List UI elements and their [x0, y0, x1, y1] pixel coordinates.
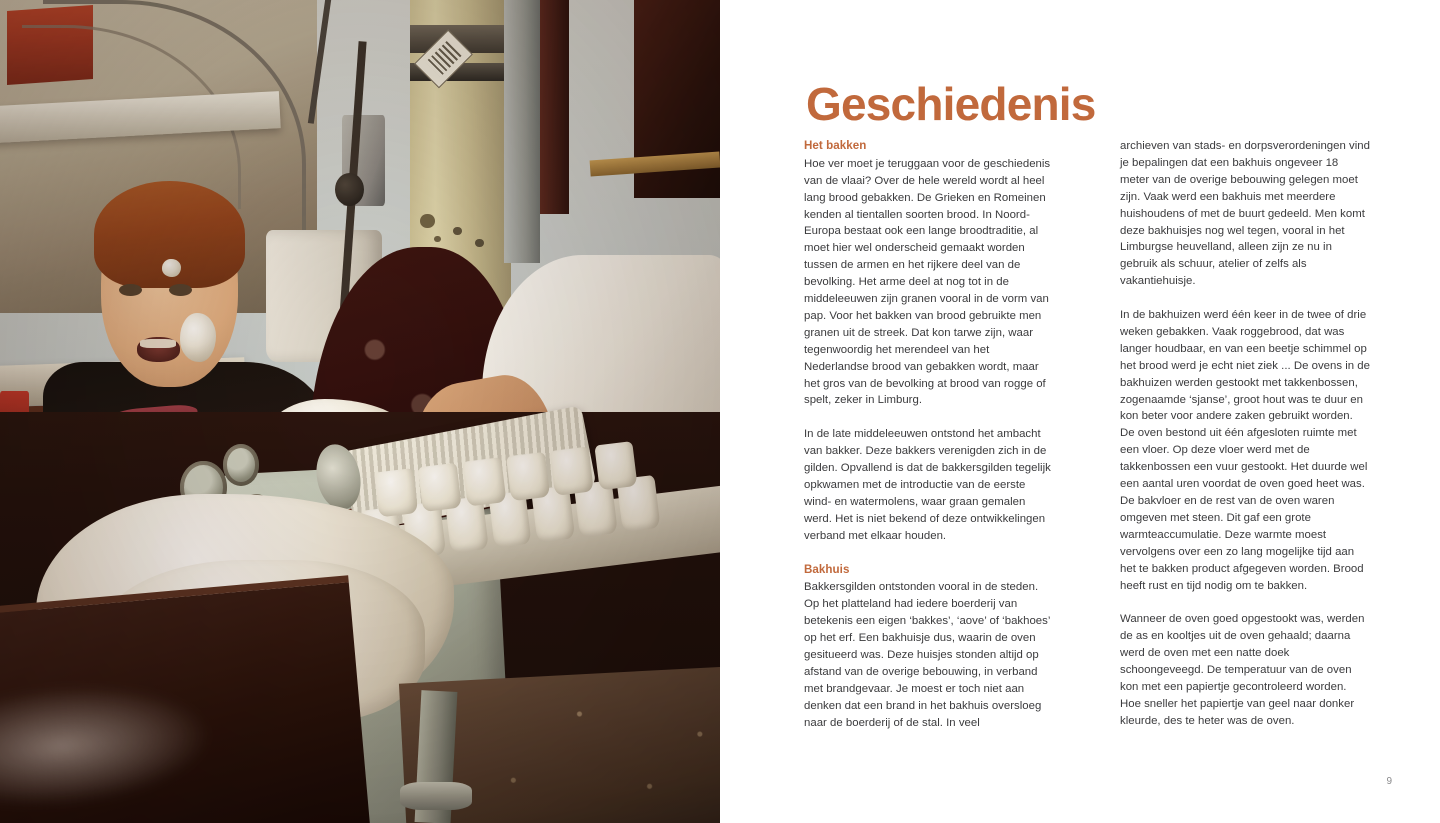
text-columns [804, 138, 1370, 731]
whipped-cream-cheek [180, 313, 216, 362]
paragraph-bakhuis-1: Bakkersgilden ontstonden vooral in de steden. Op het platteland had iedere boerderij van betekenis een eigen ‘bakkes’, ‘aove’ of ‘bakhoes’ op het erf. Een bakhuisje dus, waarin de oven gesitueerd was. Deze huisjes stonden altijd op afstand van de overige bebouwing, in verband met brandgevaar. Je moest er toch niet aan denken dat een brand in het bakhuis oversloeg naar de boerderij of de stal. In veel [804, 581, 1050, 729]
whipped-cream-nose [162, 259, 181, 277]
dough-portion [506, 452, 550, 501]
paragraph-bakhuis-continued: archieven van stads- en dorpsverordeningen vind je bepalingen dat een bakhuis ongeveer 18 meter van de overige bebouwing gelegen moet zijn. Vaak werd een bakhuis met meerdere huishoudens of met de buurt gedeeld. Men komt deze bakhuisjes nog wel tegen, vooral in het Limburgse heuvelland, alleen zijn ze nu in gebruik als schuur, atelier of zelfs als vakantiehuisje. [1120, 140, 1370, 288]
paragraph-het-bakken-2: In de late middeleeuwen ontstond het ambacht van bakker. Deze bakkers verenigden zich in de gilden. Opvallend is dat de bakkersgilden tegelijk opkwamen met de introductie van de eerste wind- en watermolens, waar graan gemalen werd. Het is niet bekend of deze ontwikkelingen verband met elkaar houden. [804, 428, 1051, 542]
paragraph-het-bakken-1: Hoe ver moet je teruggaan voor de geschiedenis van de vlaai? Over de hele wereld wordt al heel lang brood gebakken. De Grieken en Romeinen kenden al tientallen soorten brood. In Noord-Europa bestaat ook een lange broodtraditie, al moet hier wel onderscheid gemaakt worden tussen de armen en het rijkere deel van de bevolking. Het arme deel at nog tot in de middeleeuwen zijn granen vooral in de vorm van pap. Voor het bakken van brood gebruikte men granen uit de streek. Dat kon tarwe zijn, waar tegenwoordig het merendeel van het Nederlandse brood van gebakken wordt, maar het gros van de bevolking at brood van rogge of spelt, zeker in Limburg. [804, 157, 1051, 407]
dough-portion [418, 463, 462, 512]
section-heading-het-bakken: Het bakken [804, 139, 867, 152]
text-page [720, 0, 1440, 823]
dark-pipe [540, 0, 569, 214]
paragraph-bakhuizen-ovens: In de bakhuizen werd één keer in de twee of drie weken gebakken. Vaak roggebrood, dat was langer houdbaar, en van een beetje schimmel op het brood werd je echt niet ziek ... De ovens in de bakhuizen werden gestookt met takkenbossen, zogenaamde ‘sjanse’, groot hout was te duur en kon beter voor andere zaken gebruikt worden. De oven bestond uit één afgesloten ruimte met een vloer. Op deze vloer werd met de takkenbossen een vuur gestookt. Het duurde wel een aantal uren voordat de oven goed heet was. De bakvloer en de rest van de oven waren omgeven met steen. Dit gaf een grote warmteaccumulatie. Deze warmte moest vervolgens over een zo lang mogelijke tijd aan het te bakken product afgegeven worden. Brood heeft rust en tijd nodig om te bakken. [1120, 309, 1370, 592]
column-left [804, 138, 1054, 731]
dough-portion [594, 441, 638, 490]
machine-gear-2 [223, 444, 259, 485]
paragraph-oven-temperatuur: Wanneer de oven goed opgestookt was, werden de as en kooltjes uit de oven gehaald; daarna werd de oven met een natte doek schoongeveegd. De temperatuur van de oven kon met een papiertje gecontroleerd worden. Hoe sneller het papiertje van geel naar donker kleurde, des te heter was de oven. [1120, 613, 1365, 727]
dough-portion [374, 468, 418, 517]
dark-foreground-tray [0, 575, 370, 823]
boy-teeth [140, 339, 176, 348]
machine-foot [400, 782, 472, 810]
rod-knob [335, 173, 364, 206]
chapter-title: Geschiedenis [806, 77, 1096, 130]
column-right [1120, 138, 1370, 731]
section-heading-bakhuis: Bakhuis [804, 562, 850, 576]
dough-portion [462, 457, 506, 506]
vertical-pipe [504, 0, 540, 263]
page-number: 9 [1386, 776, 1392, 787]
dough-portion [550, 446, 594, 495]
boy-left-eye [119, 284, 142, 296]
